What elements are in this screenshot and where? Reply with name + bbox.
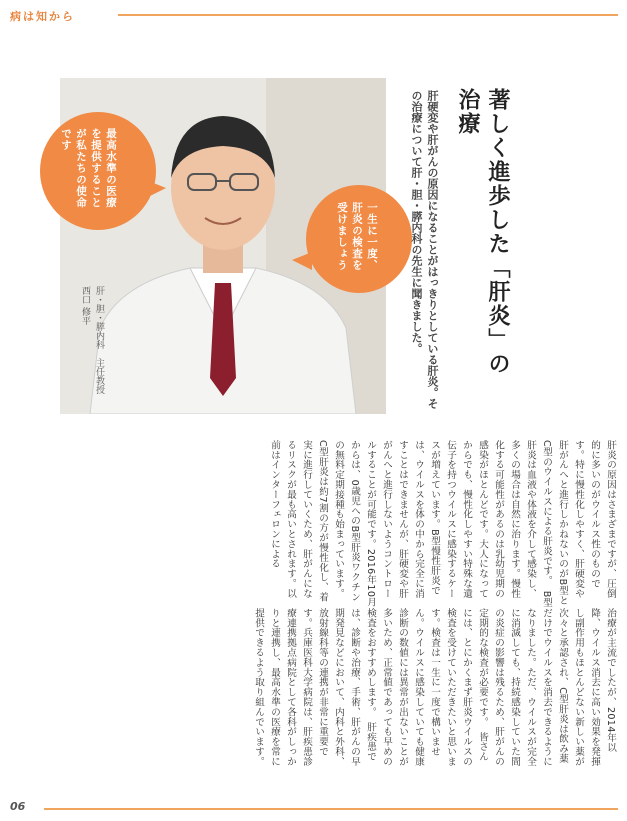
article-lead: 肝硬変や肝がんの原因になることがはっきりとしている肝炎。その治療について肝・胆・膵内科の先生に聞きました。 [410,90,439,409]
bubble-left-text: 最高水準の医療を提供することが私たちの使命です [60,128,117,209]
speech-bubble-left-tail [146,180,166,198]
speech-bubble-right-tail [292,252,312,270]
page-number: 06 [10,800,26,813]
doctor-info: 肝・胆・膵内科 主任教授 西口 修平 [80,286,104,394]
section-label: 病は知から [10,10,75,23]
footer-rule [44,808,618,810]
article-body-bottom: 治療が主流でしたが、2014年以降、ウイルス消去に高い効果を発揮し副作用もほとんどない新しい薬が次々と承認され、C型肝炎は飲み薬だけでウイルスを消去できるようになりました。ただ、ウイルスが完全に消滅しても、持続感染していた間の炎症の影響は残るため、肝がんの定期的な検査が必要です。 皆さんには、とにかくまず肝炎ウイルスの検査を受けていただきたいと思います。検査は一生に一度で構いません。ウイルスに感染していても健康診断の数値には異常が出ないことが多いため、正常値であっても早めの検査をおすすめします。 肝疾患では、診断や治療、手術、肝がんの早期発見などにおいて、内科と外科、放射線科等の連携が非常に重要です。兵庫医科大学病院は、肝疾患診療連携拠点病院として各科がしっかりと連携し、最高水準の医療を常に提供できるよう取り組んでいます。 [253,608,616,767]
bubble-right-text: 一生に一度、肝炎の検査を受けましょう [336,202,378,271]
article-title: 著しく進歩した「肝炎」の治療 [455,88,510,376]
header-rule [118,14,618,16]
article-body-top: 肝炎の原因はさまざまですが、圧倒的に多いのがウイルス性のものです。特に慢性化しやすく、肝硬変や肝がんへと進行しかねないのがB型とC型のウイルスによる肝炎です。 B型肝炎は血液や体液を介して感染し、多くの場合は自然に治ります。慢性化する可能性があるのは乳幼児期の感染がほとんどです。大人になってからでも、慢性化しやすい特殊な遺伝子を持つウイルスに感染するケースが増えています。B型慢性肝炎では、ウイルスを体の中から完全に消すことはできませんが、肝硬変や肝がんへと進行しないようコントロールすることが可能です。2016年10月からは、0歳児へのB型肝炎ワクチンの無料定期接種も始まっています。 C型肝炎は約7割の方が慢性化し、着実に進行していくため、肝がんになるリスクが最も高いとされます。以前はインターフェロンによる [269,440,616,608]
header [10,6,75,26]
